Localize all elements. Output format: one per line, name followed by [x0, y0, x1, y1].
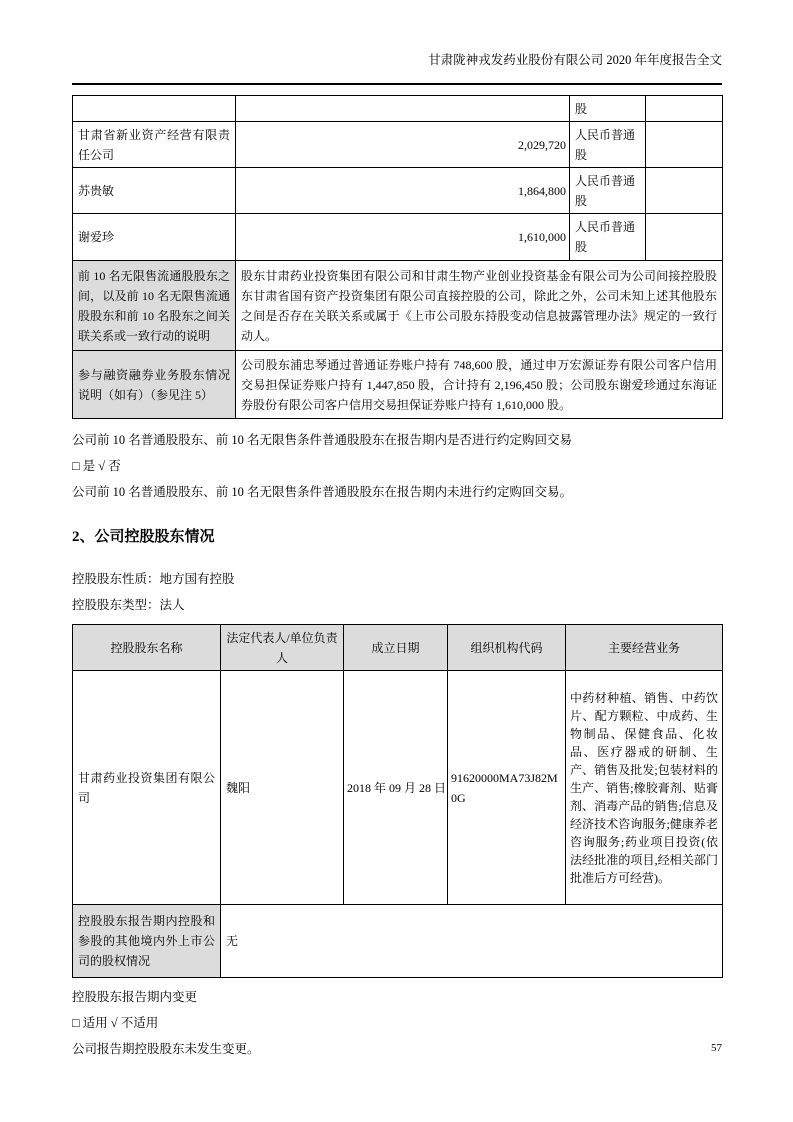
header-name-cell: 控股股东名称 [73, 625, 221, 671]
controller-name-cell: 甘肃药业投资集团有限公司 [73, 671, 221, 905]
note-label-cell: 前 10 名无限售流通股股东之间，以及前 10 名无限售流通股股东和前 10 名股东之间关联关系或一致行动的说明 [73, 261, 236, 351]
main-business-cell: 中药材种植、销售、中药饮片、配方颗粒、中成药、生物制品、保健食品、化妆品、医疗器戒的研制、生产、销售及批发;包装材料的生产、销售;橡胶膏剂、贴膏剂、消毒产品的销售;信息及经济技术咨询服务;健康养老咨询服务;药业项目投资(依法经批准的项目,经相关部门批准后方可经营)。 [566, 671, 723, 905]
table-row-controller [73, 671, 723, 905]
header-representative-cell: 法定代表人/单位负责人 [221, 625, 344, 671]
shares-held-cell: 2,029,720 [236, 122, 570, 168]
note-label-cell: 参与融资融券业务股东情况说明（如有）（参见注 5） [73, 351, 236, 419]
share-type-cell: 人民币普通股 [570, 214, 646, 261]
repurchase-question: 公司前 10 名普通股股东、前 10 名无限售条件普通股股东在报告期内是否进行约定购回交易 [72, 433, 573, 447]
shares-held-cell: 1,610,000 [236, 214, 570, 261]
table-row-shareholder [73, 168, 723, 214]
org-code-cell: 91620000MA73J82M0G [448, 671, 566, 905]
share-type-cell: 人民币普通股 [570, 168, 646, 214]
controller-nature: 控股股东性质：地方国有控股 [72, 572, 235, 586]
established-date-cell: 2018 年 09 月 28 日 [344, 671, 448, 905]
table-row-shareholder [73, 214, 723, 261]
table-header-row [73, 625, 723, 671]
empty-cell [646, 168, 723, 214]
representative-cell: 魏阳 [221, 671, 344, 905]
note-content-cell: 公司股东浦忠琴通过普通证券账户持有 748,600 股，通过申万宏源证券有限公司客户信用交易担保证券账户持有 1,447,850 股，合计持有 2,196,450 股；公司股东谢爱珍通过东海证券股份有限公司客户信用交易担保证券账户持有 1,610,000 股。 [236, 351, 723, 419]
page-number: 57 [711, 1042, 722, 1054]
header-org-code-cell: 组织机构代码 [448, 625, 566, 671]
report-title: 甘肃陇神戎发药业股份有限公司 2020 年年度报告全文 [428, 53, 722, 67]
unit-cell: 股 [570, 96, 646, 122]
empty-cell [646, 96, 723, 122]
table-row-margin-trading-note [73, 351, 723, 419]
share-type-cell: 人民币普通股 [570, 122, 646, 168]
repurchase-answer: 公司前 10 名普通股股东、前 10 名无限售条件普通股股东在报告期内未进行约定购回交易。 [72, 485, 573, 499]
equity-note-label-cell: 控股股东报告期内控股和参股的其他境内外上市公司的股权情况 [73, 905, 221, 978]
shareholder-name-cell: 谢爱珍 [73, 214, 236, 261]
header-established-cell: 成立日期 [344, 625, 448, 671]
shareholder-name-cell: 苏贵敏 [73, 168, 236, 214]
top-ten-shareholders-table [72, 95, 723, 419]
change-title: 控股股东报告期内变更 [72, 990, 198, 1004]
shareholder-name-cell: 甘肃省新业资产经营有限责任公司 [73, 122, 236, 168]
empty-cell [646, 214, 723, 261]
header-business-cell: 主要经营业务 [566, 625, 723, 671]
page-header [72, 0, 722, 85]
empty-cell [73, 96, 236, 122]
empty-cell [646, 122, 723, 168]
empty-cell [236, 96, 570, 122]
table-row-equity-note [73, 905, 723, 978]
repurchase-choice: □ 是 √ 否 [72, 459, 121, 473]
note-content-cell: 股东甘肃药业投资集团有限公司和甘肃生物产业创业投资基金有限公司为公司间接控股股东甘肃省国有资产投资集团有限公司直接控股的公司，除此之外，公司未知上述其他股东之间是否存在关联关系或属于《上市公司股东持股变动信息披露管理办法》规定的一致行动人。 [236, 261, 723, 351]
shares-held-cell: 1,864,800 [236, 168, 570, 214]
equity-note-content-cell: 无 [221, 905, 723, 978]
table-row-relationship-note [73, 261, 723, 351]
change-answer: 公司报告期控股股东未发生变更。 [72, 1042, 260, 1056]
table-row-unit [73, 96, 723, 122]
change-choice: □ 适用 √ 不适用 [72, 1016, 159, 1030]
table-row-shareholder [73, 122, 723, 168]
controlling-shareholder-table [72, 624, 723, 978]
section-title: 2、公司控股股东情况 [72, 529, 215, 545]
controller-type: 控股股东类型：法人 [72, 598, 185, 612]
